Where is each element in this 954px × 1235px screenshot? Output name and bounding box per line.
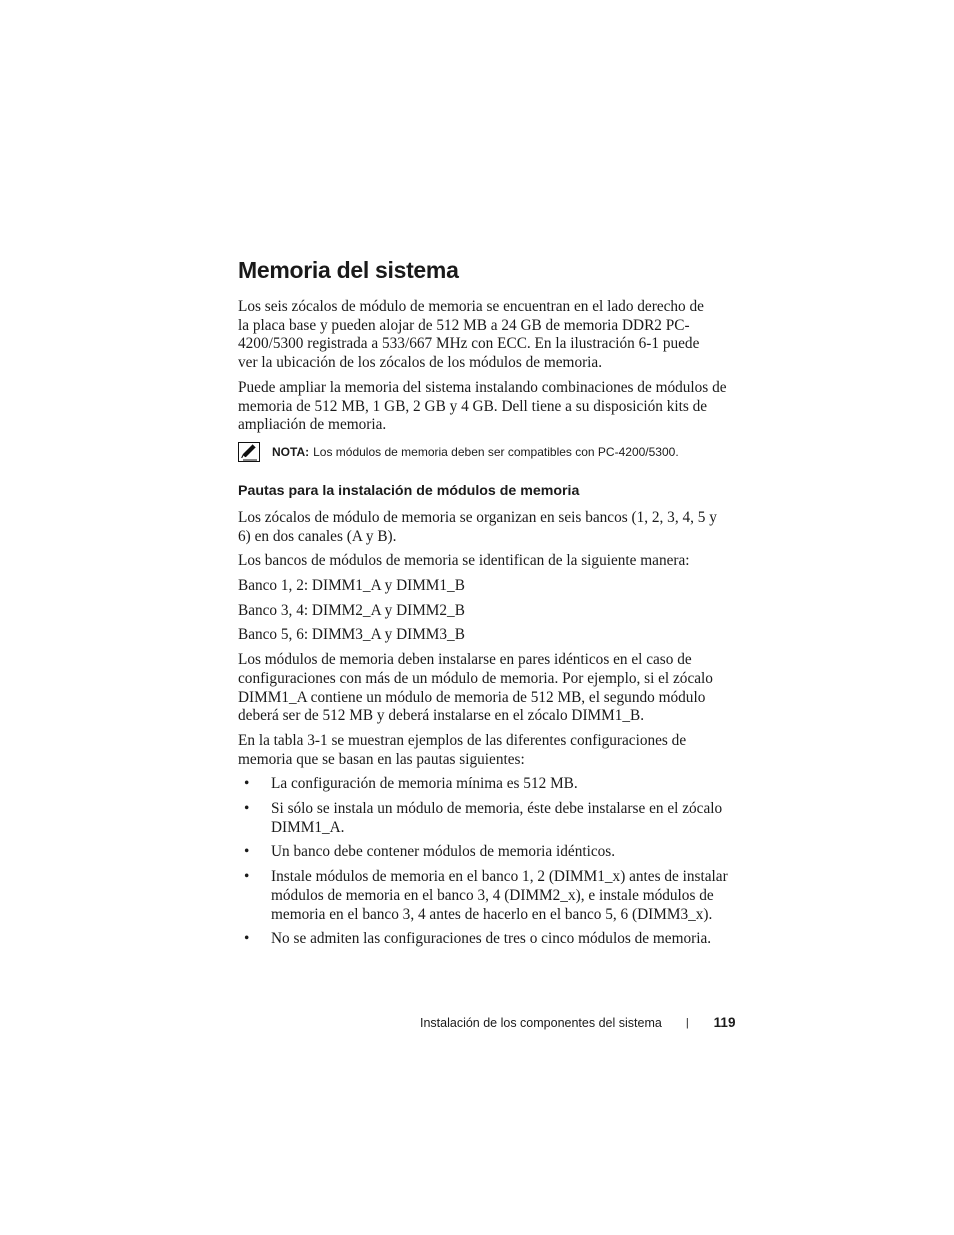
note-text-block (272, 444, 679, 460)
section-heading: Pautas para la instalación de módulos de memoria (238, 482, 580, 499)
section-paragraph: Los módulos de memoria deben instalarse en pares idénticos en el caso de configuraciones con más de un módulo de memoria. Por ejemplo, si el zócalo DIMM1_A contiene un módulo de memoria de 512 MB, el segundo módulo deberá ser de 512 MB y deberá instalarse en el zócalo DIMM1_B. (238, 651, 713, 725)
note-pencil-icon (238, 442, 260, 462)
list-item-text: Si sólo se instala un módulo de memoria, éste debe instalarse en el zócalo DIMM1_A. (271, 800, 723, 836)
section-paragraph: Los bancos de módulos de memoria se identifican de la siguiente manera: (238, 552, 690, 570)
bank-line: Banco 5, 6: DIMM3_A y DIMM3_B (238, 626, 465, 644)
note-label: NOTA: (272, 444, 310, 459)
page-footer (420, 1015, 742, 1030)
note-text: Los módulos de memoria deben ser compatibles con PC-4200/5300. (313, 444, 679, 459)
list-item: • Un banco debe contener módulos de memoria idénticos. (244, 843, 616, 861)
note-box (238, 444, 738, 462)
page-body (238, 255, 738, 955)
list-item-text: La configuración de memoria mínima es 512 MB. (271, 775, 578, 793)
list-item-text: No se admiten las configuraciones de tres o cinco módulos de memoria. (271, 930, 712, 948)
list-item: • La configuración de memoria mínima es 512 MB. (244, 775, 578, 793)
section-paragraph: En la tabla 3-1 se muestran ejemplos de las diferentes configuraciones de memoria que se basan en las pautas siguientes: (238, 731, 687, 768)
section-paragraph: Los zócalos de módulo de memoria se organizan en seis bancos (1, 2, 3, 4, 5 y 6) en dos canales (A y B). (238, 508, 717, 545)
bank-line: Banco 1, 2: DIMM1_A y DIMM1_B (238, 577, 465, 595)
intro-paragraph: Puede ampliar la memoria del sistema instalando combinaciones de módulos de memoria de 512 MB, 1 GB, 2 GB y 4 GB. Dell tiene a su disposición kits de ampliación de memoria. (238, 378, 727, 434)
page-number: 119 (713, 1015, 736, 1030)
list-item-text: Un banco debe contener módulos de memoria idénticos. (271, 843, 616, 861)
list-item-text: Instale módulos de memoria en el banco 1, 2 (DIMM1_x) antes de instalar módulos de memoria en el banco 3, 4 (DIMM2_x), e instale módulos de memoria en el banco 3, 4 antes de hacerlo en el banco 5, 6 (DIMM3_x). (271, 868, 728, 923)
guidelines-list (238, 775, 738, 949)
intro-paragraph: Los seis zócalos de módulo de memoria se encuentran en el lado derecho de la placa base y pueden alojar de 512 MB a 24 GB de memoria DDR2 PC-4200/5300 registrada a 533/667 MHz con ECC. En la ilustración 6-1 puede ver la ubicación de los zócalos de los módulos de memoria. (238, 298, 704, 372)
bank-line: Banco 3, 4: DIMM2_A y DIMM2_B (238, 601, 465, 619)
list-item: • Instale módulos de memoria en el banco 1, 2 (DIMM1_x) antes de instalar módulos de memoria en el banco 3, 4 (DIMM2_x), e instale módulos de memoria en el banco 3, 4 antes de hacerlo en el banco 5, 6 (DIMM3_x). (244, 868, 728, 923)
page-title: Memoria del sistema (238, 257, 459, 283)
footer-section-title: Instalación de los componentes del sistema (420, 1015, 662, 1030)
footer-separator: | (685, 1016, 689, 1029)
list-item: • Si sólo se instala un módulo de memoria, éste debe instalarse en el zócalo DIMM1_A. (244, 800, 723, 836)
list-item: • No se admiten las configuraciones de tres o cinco módulos de memoria. (244, 930, 712, 948)
